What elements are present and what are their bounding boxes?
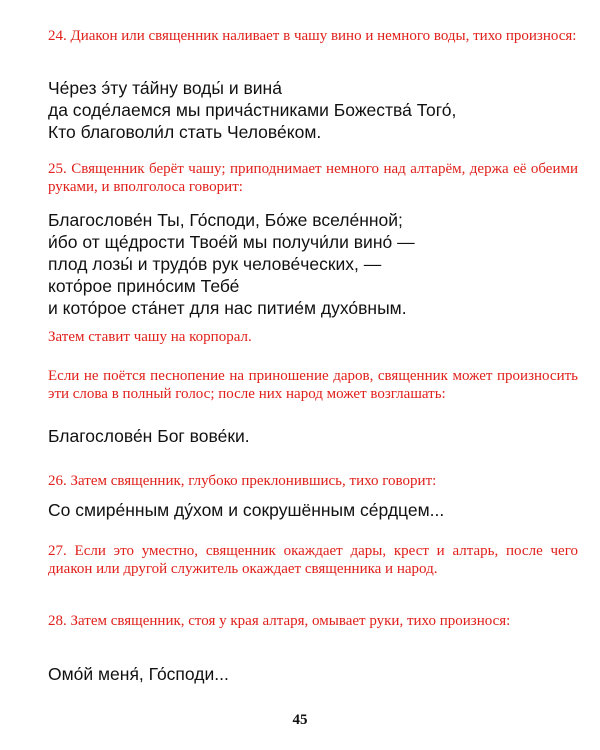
page-number: 45 <box>292 712 308 728</box>
rubric-section-25: 25. Священник берёт чашу; приподнимает немного над алтарём, держа её обеими руками, и вполголоса говорит: <box>48 161 578 195</box>
prayer-line: Со смире́нным ду́хом и сокрушённым се́рдцем... <box>48 500 445 520</box>
rubric-section-26: 26. Затем священник, глубоко преклонившись, тихо говорит: <box>48 473 437 489</box>
prayer-line: Кто благоволи́л стать Челове́ком. <box>48 122 322 142</box>
prayer-line: плод лозы́ и трудо́в рук челове́ческих, — <box>48 254 382 274</box>
rubric-section-24: 24. Диакон или священник наливает в чашу вино и немного воды, тихо произнося: <box>48 28 577 44</box>
prayer-line: Че́рез э́ту та́йну воды́ и вина́ <box>48 78 282 98</box>
prayer-line: кото́рое прино́сим Тебе́ <box>48 276 240 296</box>
response-offertory <box>48 425 578 447</box>
prayer-section-24 <box>48 77 578 143</box>
rubric-section-28: 28. Затем священник, стоя у края алтаря, омывает руки, тихо произнося: <box>48 613 511 629</box>
prayer-line: Благослове́н Ты, Го́споди, Бо́же вселе́нной; <box>48 210 403 230</box>
response-line: Благослове́н Бог вове́ки. <box>48 426 250 446</box>
prayer-line: Омо́й меня́, Го́споди... <box>48 664 229 684</box>
prayer-section-26 <box>48 499 578 521</box>
prayer-line: и кото́рое ста́нет для нас питие́м духо́вным. <box>48 298 407 318</box>
prayer-line: да соде́лаемся мы прича́стниками Божества́ Того́, <box>48 100 457 120</box>
prayer-line: и́бо от ще́дрости Твое́й мы получи́ли вино́ — <box>48 232 415 252</box>
prayer-section-28 <box>48 663 578 685</box>
prayer-section-25 <box>48 209 578 319</box>
rubric-section-27: 27. Если это уместно, священник окаждает дары, крест и алтарь, после чего диакон или другой служитель окаждает священника и народ. <box>48 543 578 577</box>
rubric-section-25-after: Затем ставит чашу на корпорал. <box>48 329 252 345</box>
rubric-offertory-note: Если не поётся песнопение на приношение даров, священник может произносить эти слова в полный голос; после них народ может возглашать: <box>48 368 578 402</box>
